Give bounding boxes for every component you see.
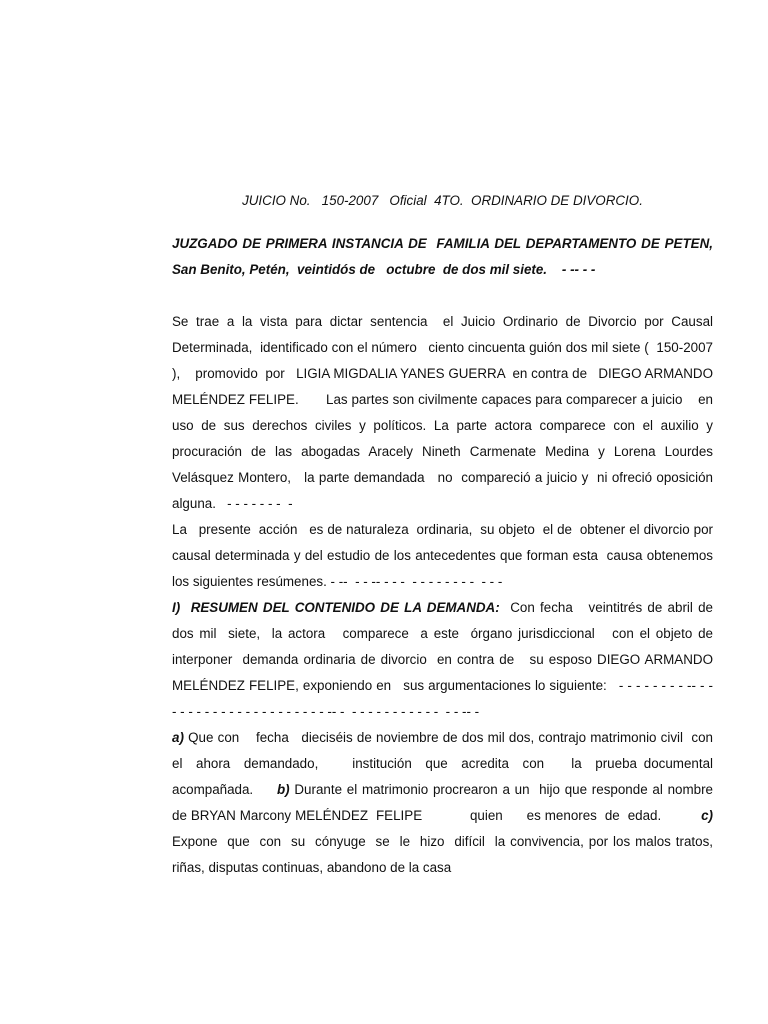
text-run: Con fecha veintitrés de abril de dos mil siete, la actora comparece a este órgano jurisdiccional con el objeto de interponer demanda ordinaria de divorcio en contra de su esposo DIEGO ARMANDO MELÉNDEZ FELIPE, exponiendo en sus argumentaciones lo siguiente: - - - - - - - - -- - - - - - - - - - - - - - - - - - - - - - -- - - - - - - - - - - - - - - -- -: [172, 600, 721, 719]
bold-run: a): [172, 730, 184, 745]
court-caption: [172, 231, 717, 283]
text-run: Que con fecha dieciséis de noviembre de dos mil dos, contrajo matrimonio civil con el ahora demandado, institución que acredita con la prueba documental acompañada.: [172, 730, 721, 797]
body-paragraph: [172, 595, 721, 725]
document-body: [172, 309, 725, 881]
body-paragraph: [172, 309, 717, 517]
text-run: La presente acción es de naturaleza ordinaria, su objeto el de obtener el divorcio por causal determinada y del estudio de los antecedentes que forman esta causa obtenemos los siguientes resúmenes. - -- - - -- - - - - - - - - - - - - - -: [172, 522, 717, 589]
bold-run: b): [276, 782, 290, 797]
heading-run: .: [639, 193, 643, 208]
caption-run: JUZGADO DE PRIMERA INSTANCIA DE FAMILIA DEL DEPARTAMENTO DE PETEN, San Benito, Petén, veintidós de octubre de dos mil siete. - -- - -: [172, 236, 717, 277]
text-run: Se trae a la vista para dictar sentencia el Juicio Ordinario de Divorcio por Causal Determinada, identificado con el número ciento cincuenta guión dos mil siete ( 150-2007 ), promovido por LIGIA MIGDALIA YANES GUERRA en contra de DIEGO ARMANDO MELÉNDEZ FELIPE. Las partes son civilmente capaces para comparecer a juicio en uso de sus derechos civiles y políticos. La parte actora comparece con el auxilio y procuración de las abogadas Aracely Nineth Carmenate Medina y Lorena Lourdes Velásquez Montero, la parte demandada no compareció a juicio y ni ofreció oposición alguna. - - - - - - - -: [172, 314, 717, 511]
body-paragraph: [172, 725, 725, 881]
case-heading: [172, 191, 713, 211]
bold-run: c): [701, 808, 713, 823]
body-paragraph: [172, 517, 717, 595]
bold-run: I) RESUMEN DEL CONTENIDO DE LA DEMANDA:: [172, 600, 500, 615]
heading-run: JUICIO No. 150-2007 Oficial 4TO. ORDINARIO DE DIVORCIO: [242, 193, 640, 208]
text-run: Durante el matrimonio procrearon a un hijo que responde al nombre de BRYAN Marcony MELÉNDEZ FELIPE quien es menores de edad.: [172, 782, 717, 823]
text-run: Expone que con su cónyuge se le hizo difícil la convivencia, por los malos tratos, riñas, disputas continuas, abandono de la casa: [172, 808, 725, 875]
